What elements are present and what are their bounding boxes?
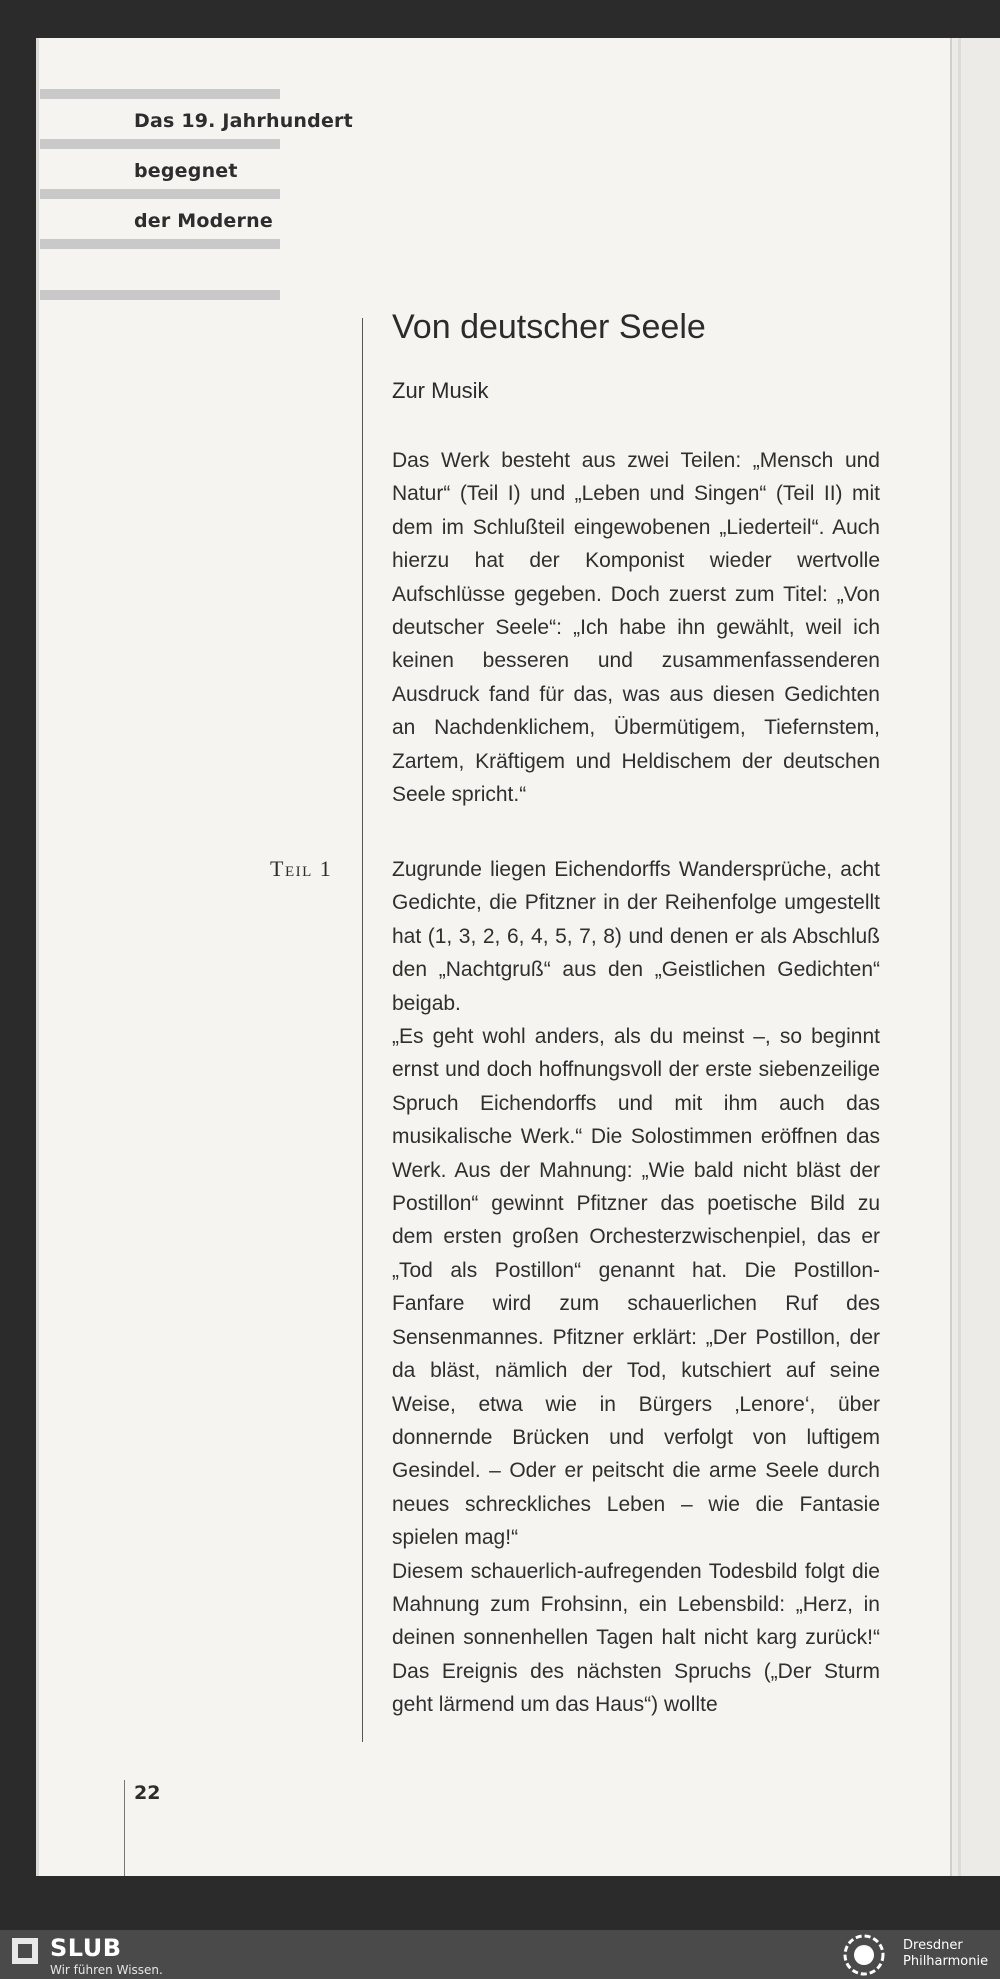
section-title-line-2: begegnet	[134, 160, 238, 182]
library-name[interactable]: SLUB	[50, 1934, 122, 1962]
column-divider	[362, 318, 363, 1742]
article-subheading: Zur Musik	[392, 378, 489, 403]
partner-name	[903, 1938, 988, 1970]
paragraph-text: Das Werk besteht aus zwei Teilen: „Mensch und Natur“ (Teil I) und „Leben und Singen“ (Teil II) mit dem im Schlußteil eingewobenen „Liederteil“. Auch hierzu hat der Komponist wieder wertvolle Aufschlüsse gegeben. Doch zuerst zum Titel: „Von deutscher Seele“: „Ich habe ihn gewählt, weil ich keinen besseren und zusammenfassenderen Ausdruck fand für das, was aus diesen Gedichten an Nachdenklichem, Übermütigem, Tiefernstem, Zartem, Kräftigem und Heldischem der deutschen Seele spricht.“	[392, 449, 880, 807]
article-paragraph-1	[392, 444, 880, 811]
article-paragraphs-2	[392, 853, 880, 1722]
paragraph-text: „Es geht wohl anders, als du meinst –, so beginnt ernst und doch hoffnungsvoll der erste siebenzeilige Spruch Eichendorffs und mit ihm auch das musikalische Werk.“ Die Solostimmen eröffnen das Werk. Aus der Mahnung: „Wie bald nicht bläst der Postillon“ gewinnt Pfitzner das poetische Bild zu dem ersten großen Orchesterzwischenpiel, das er „Tod als Postillon“ genannt hat. Die Postillon-Fanfare wird zum schauerlichen Ruf des Sensenmannes. Pfitzner erklärt: „Der Postillon, der da bläst, nämlich der Tod, kutschiert auf seine Weise, etwa wie in Bürgers ‚Lenore‘, über donnernde Brücken und verfolgt von luftigem Gesindel. – Oder er peitscht die arme Seele durch neues schreckliches Leben – wie die Fantasie spielen mag!“	[392, 1025, 880, 1550]
library-tagline: Wir führen Wissen.	[50, 1963, 163, 1977]
decor-stripe	[40, 189, 280, 199]
dresdner-philharmonie-logo-icon[interactable]	[843, 1934, 885, 1976]
page-number-rule	[124, 1780, 125, 1876]
section-title-line-3: der Moderne	[134, 210, 273, 232]
decor-stripe	[40, 139, 280, 149]
margin-label-teil-1: Teil 1	[270, 856, 333, 881]
article-heading: Von deutscher Seele	[392, 308, 706, 346]
paragraph-text: Zugrunde liegen Eichendorffs Wandersprüche, acht Gedichte, die Pfitzner in der Reihenfolge umgestellt hat (1, 3, 2, 6, 4, 5, 7, 8) und denen er als Abschluß den „Nachtgruß“ aus den „Geistlichen Gedichten“ beigab.	[392, 858, 880, 1015]
viewer-footer	[0, 1930, 1000, 1979]
slub-logo-icon[interactable]	[12, 1938, 38, 1964]
section-title-line-1: Das 19. Jahrhundert	[134, 110, 353, 132]
next-page-edge	[950, 38, 1000, 1876]
partner-name-line-1: Dresdner	[903, 1938, 963, 1953]
partner-name-line-2: Philharmonie	[903, 1954, 989, 1969]
page-number: 22	[134, 1782, 161, 1804]
decor-stripe	[40, 290, 280, 300]
decor-stripe	[40, 239, 280, 249]
paragraph-text: Diesem schauerlich-aufregenden Todesbild folgt die Mahnung zum Frohsinn, ein Lebensbild: „Herz, in deinen sonnenhellen Tagen halt nicht karg zurück!“ Das Ereignis des nächsten Spruchs („Der Sturm geht lärmend um das Haus“) wollte	[392, 1559, 880, 1717]
decor-stripe	[40, 89, 280, 99]
